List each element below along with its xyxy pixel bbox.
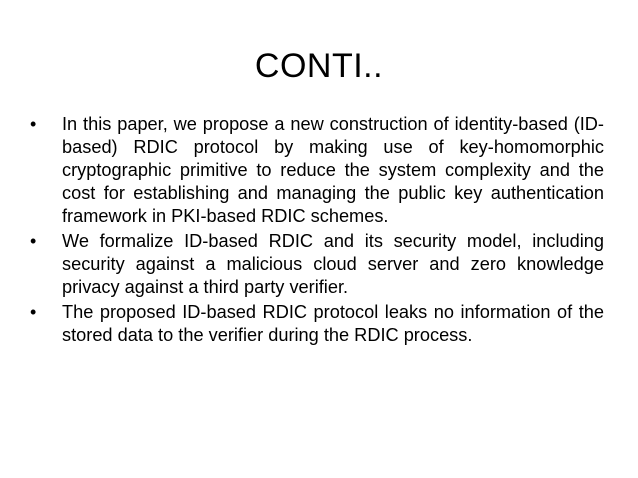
bullet-dot-icon: • — [30, 302, 37, 322]
slide-title: CONTI.. — [254, 47, 384, 85]
bullet-list — [30, 113, 604, 349]
bullet-item — [30, 230, 604, 299]
bullet-text: In this paper, we propose a new construction of identity-based (ID-based) RDIC protocol by making use of key-homomorphic cryptographic primitive to reduce the system complexity and the cost for establishing and managing the public key authentication framework in PKI-based RDIC schemes. — [62, 114, 604, 226]
bullet-text: We formalize ID-based RDIC and its security model, including security against a malicious cloud server and zero knowledge privacy against a third party verifier. — [62, 231, 604, 297]
bullet-text: The proposed ID-based RDIC protocol leaks no information of the stored data to the verifier during the RDIC process. — [62, 302, 604, 345]
bullet-dot-icon: • — [30, 231, 37, 251]
bullet-dot-icon: • — [30, 114, 37, 134]
bullet-item — [30, 113, 604, 228]
bullet-item — [30, 301, 604, 347]
